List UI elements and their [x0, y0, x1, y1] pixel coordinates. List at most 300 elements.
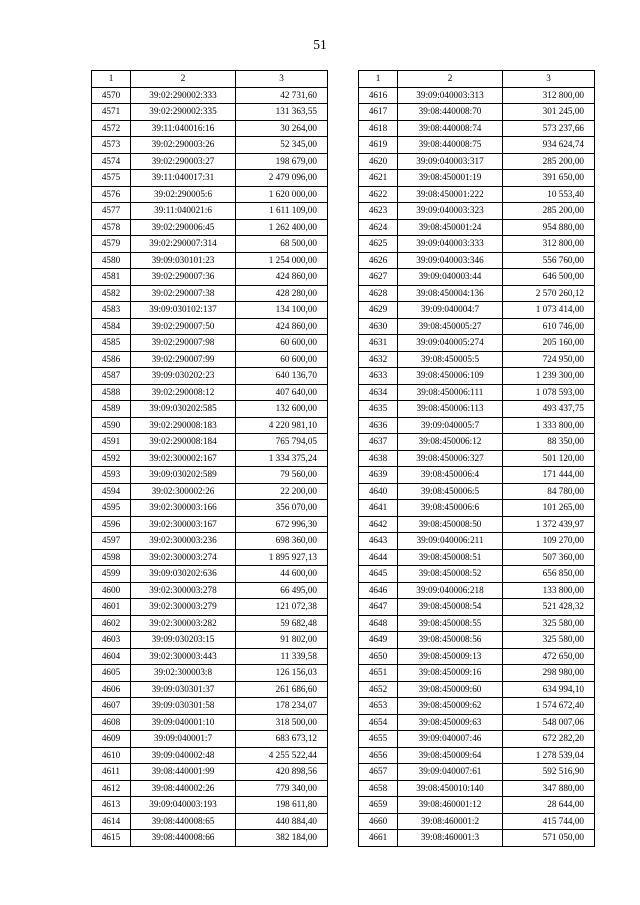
table-row	[359, 467, 595, 484]
page-number: 51	[313, 37, 327, 52]
row-number-cell: 4606	[92, 681, 131, 698]
value-cell: 22 200,00	[236, 483, 328, 500]
cadastral-number-cell: 39:09:040006:211	[398, 533, 503, 550]
row-number-cell: 4577	[92, 203, 131, 220]
cadastral-number-cell: 39:09:040004:7	[398, 302, 503, 319]
row-number-cell: 4619	[359, 137, 398, 154]
cadastral-number-cell: 39:09:040003:346	[398, 252, 503, 269]
cadastral-number-cell: 39:09:040001:10	[131, 714, 236, 731]
value-cell: 472 650,00	[503, 648, 595, 665]
cadastral-number-cell: 39:08:450006:5	[398, 483, 503, 500]
value-cell: 312 800,00	[503, 236, 595, 253]
cadastral-number-cell: 39:09:040007:61	[398, 764, 503, 781]
row-number-cell: 4640	[359, 483, 398, 500]
row-number-cell: 4588	[92, 384, 131, 401]
cadastral-number-cell: 39:09:030202:589	[131, 467, 236, 484]
table-row	[92, 566, 328, 583]
table-row	[359, 434, 595, 451]
row-number-cell: 4600	[92, 582, 131, 599]
value-cell: 672 282,20	[503, 731, 595, 748]
value-cell: 10 553,40	[503, 186, 595, 203]
value-cell: 301 245,00	[503, 104, 595, 121]
value-cell: 198 679,00	[236, 153, 328, 170]
cadastral-number-cell: 39:08:450006:113	[398, 401, 503, 418]
row-number-cell: 4605	[92, 665, 131, 682]
table-row	[359, 533, 595, 550]
value-cell: 698 360,00	[236, 533, 328, 550]
table-row	[92, 384, 328, 401]
row-number-cell: 4574	[92, 153, 131, 170]
row-number-cell: 4570	[92, 87, 131, 104]
row-number-cell: 4658	[359, 780, 398, 797]
row-number-cell: 4641	[359, 500, 398, 517]
header-cell-1: 1	[92, 71, 131, 88]
cadastral-number-cell: 39:08:440001:99	[131, 764, 236, 781]
value-cell: 428 280,00	[236, 285, 328, 302]
row-number-cell: 4613	[92, 797, 131, 814]
cadastral-number-cell: 39:09:040002:48	[131, 747, 236, 764]
value-cell: 1 620 000,00	[236, 186, 328, 203]
table-row	[92, 236, 328, 253]
row-number-cell: 4592	[92, 450, 131, 467]
cadastral-number-cell: 39:02:300002:167	[131, 450, 236, 467]
cadastral-number-cell: 39:09:040003:313	[398, 87, 503, 104]
value-cell: 420 898,56	[236, 764, 328, 781]
table-row	[92, 615, 328, 632]
row-number-cell: 4573	[92, 137, 131, 154]
table-row	[359, 698, 595, 715]
row-number-cell: 4587	[92, 368, 131, 385]
table-row	[359, 87, 595, 104]
row-number-cell: 4624	[359, 219, 398, 236]
table-row	[92, 483, 328, 500]
row-number-cell: 4610	[92, 747, 131, 764]
value-cell: 261 686,60	[236, 681, 328, 698]
table-row	[359, 714, 595, 731]
table-row	[92, 797, 328, 814]
row-number-cell: 4590	[92, 417, 131, 434]
table-row	[359, 780, 595, 797]
value-cell: 88 350,00	[503, 434, 595, 451]
row-number-cell: 4578	[92, 219, 131, 236]
value-cell: 68 500,00	[236, 236, 328, 253]
cadastral-number-cell: 39:08:450009:60	[398, 681, 503, 698]
value-cell: 1 239 300,00	[503, 368, 595, 385]
cadastral-number-cell: 39:09:040006:218	[398, 582, 503, 599]
table-row	[359, 516, 595, 533]
table-row	[92, 318, 328, 335]
cadastral-number-cell: 39:08:460001:3	[398, 830, 503, 847]
table-row	[359, 731, 595, 748]
table-row	[92, 120, 328, 137]
value-cell: 683 673,12	[236, 731, 328, 748]
cadastral-number-cell: 39:02:290007:38	[131, 285, 236, 302]
table-row	[359, 120, 595, 137]
table-row	[359, 104, 595, 121]
row-number-cell: 4621	[359, 170, 398, 187]
row-number-cell: 4651	[359, 665, 398, 682]
table-row	[359, 401, 595, 418]
value-cell: 11 339,58	[236, 648, 328, 665]
row-number-cell: 4646	[359, 582, 398, 599]
cadastral-number-cell: 39:02:290008:12	[131, 384, 236, 401]
cadastral-number-cell: 39:08:450006:111	[398, 384, 503, 401]
row-number-cell: 4591	[92, 434, 131, 451]
row-number-cell: 4576	[92, 186, 131, 203]
cadastral-number-cell: 39:02:290007:98	[131, 335, 236, 352]
row-number-cell: 4633	[359, 368, 398, 385]
table-row	[92, 516, 328, 533]
cadastral-number-cell: 39:09:040003:333	[398, 236, 503, 253]
value-cell: 507 360,00	[503, 549, 595, 566]
cadastral-number-cell: 39:09:030202:585	[131, 401, 236, 418]
table-row	[92, 467, 328, 484]
cadastral-number-cell: 39:08:450009:64	[398, 747, 503, 764]
value-cell: 171 444,00	[503, 467, 595, 484]
value-cell: 548 007,06	[503, 714, 595, 731]
cadastral-number-cell: 39:02:300003:8	[131, 665, 236, 682]
row-number-cell: 4659	[359, 797, 398, 814]
value-cell: 28 644,00	[503, 797, 595, 814]
row-number-cell: 4626	[359, 252, 398, 269]
table-row	[92, 417, 328, 434]
table-row	[92, 599, 328, 616]
table-row	[359, 632, 595, 649]
value-cell: 325 580,00	[503, 632, 595, 649]
value-cell: 318 500,00	[236, 714, 328, 731]
cadastral-number-cell: 39:11:040021:6	[131, 203, 236, 220]
cadastral-number-cell: 39:08:450008:51	[398, 549, 503, 566]
row-number-cell: 4631	[359, 335, 398, 352]
row-number-cell: 4599	[92, 566, 131, 583]
value-cell: 1 334 375,24	[236, 450, 328, 467]
value-cell: 325 580,00	[503, 615, 595, 632]
cadastral-number-cell: 39:08:450006:6	[398, 500, 503, 517]
cadastral-number-cell: 39:02:290003:27	[131, 153, 236, 170]
cadastral-number-cell: 39:09:030101:23	[131, 252, 236, 269]
cadastral-number-cell: 39:08:440008:70	[398, 104, 503, 121]
value-cell: 44 600,00	[236, 566, 328, 583]
value-cell: 1 333 800,00	[503, 417, 595, 434]
row-number-cell: 4654	[359, 714, 398, 731]
cadastral-number-cell: 39:02:290008:183	[131, 417, 236, 434]
row-number-cell: 4572	[92, 120, 131, 137]
cadastral-number-cell: 39:09:040005:7	[398, 417, 503, 434]
header-cell-3: 3	[236, 71, 328, 88]
table-row	[92, 203, 328, 220]
row-number-cell: 4575	[92, 170, 131, 187]
row-number-cell: 4585	[92, 335, 131, 352]
value-cell: 132 600,00	[236, 401, 328, 418]
table-row	[359, 186, 595, 203]
value-cell: 205 160,00	[503, 335, 595, 352]
table-row	[359, 384, 595, 401]
value-cell: 779 340,00	[236, 780, 328, 797]
row-number-cell: 4652	[359, 681, 398, 698]
row-number-cell: 4602	[92, 615, 131, 632]
value-cell: 4 220 981,10	[236, 417, 328, 434]
cadastral-number-cell: 39:08:450008:52	[398, 566, 503, 583]
cadastral-number-cell: 39:08:450006:327	[398, 450, 503, 467]
value-cell: 133 800,00	[503, 582, 595, 599]
value-cell: 610 746,00	[503, 318, 595, 335]
row-number-cell: 4594	[92, 483, 131, 500]
row-number-cell: 4638	[359, 450, 398, 467]
header-cell-3: 3	[503, 71, 595, 88]
value-cell: 126 156,03	[236, 665, 328, 682]
table-row	[359, 302, 595, 319]
value-cell: 424 860,00	[236, 318, 328, 335]
value-cell: 1 078 593,00	[503, 384, 595, 401]
table-row	[359, 269, 595, 286]
value-cell: 592 516,90	[503, 764, 595, 781]
cadastral-number-cell: 39:08:450001:222	[398, 186, 503, 203]
table-row	[92, 714, 328, 731]
table-row	[359, 813, 595, 830]
table-row	[359, 764, 595, 781]
value-cell: 640 136,70	[236, 368, 328, 385]
cadastral-number-cell: 39:08:450009:63	[398, 714, 503, 731]
table-row	[92, 285, 328, 302]
cadastral-number-cell: 39:02:300003:282	[131, 615, 236, 632]
value-cell: 59 682,48	[236, 615, 328, 632]
table-row	[359, 681, 595, 698]
value-cell: 765 794,05	[236, 434, 328, 451]
row-number-cell: 4630	[359, 318, 398, 335]
value-cell: 501 120,00	[503, 450, 595, 467]
value-cell: 131 363,55	[236, 104, 328, 121]
table-row	[359, 615, 595, 632]
cadastral-number-cell: 39:08:450008:56	[398, 632, 503, 649]
table-row	[92, 335, 328, 352]
value-cell: 672 996,30	[236, 516, 328, 533]
value-cell: 634 994,10	[503, 681, 595, 698]
row-number-cell: 4597	[92, 533, 131, 550]
table-row	[359, 747, 595, 764]
value-cell: 573 237,66	[503, 120, 595, 137]
cadastral-number-cell: 39:08:450006:4	[398, 467, 503, 484]
row-number-cell: 4645	[359, 566, 398, 583]
row-number-cell: 4653	[359, 698, 398, 715]
value-cell: 198 611,80	[236, 797, 328, 814]
cadastral-number-cell: 39:08:450009:62	[398, 698, 503, 715]
cadastral-number-cell: 39:09:040003:44	[398, 269, 503, 286]
value-cell: 1 073 414,00	[503, 302, 595, 319]
row-number-cell: 4656	[359, 747, 398, 764]
value-cell: 312 800,00	[503, 87, 595, 104]
row-number-cell: 4580	[92, 252, 131, 269]
data-table-right	[358, 70, 595, 847]
value-cell: 493 437,75	[503, 401, 595, 418]
value-cell: 440 884,40	[236, 813, 328, 830]
table-row	[359, 318, 595, 335]
value-cell: 1 611 109,00	[236, 203, 328, 220]
table-row	[359, 665, 595, 682]
cadastral-number-cell: 39:09:040003:323	[398, 203, 503, 220]
row-number-cell: 4623	[359, 203, 398, 220]
table-row	[92, 137, 328, 154]
row-number-cell: 4622	[359, 186, 398, 203]
row-number-cell: 4655	[359, 731, 398, 748]
value-cell: 30 264,00	[236, 120, 328, 137]
cadastral-number-cell: 39:09:030203:15	[131, 632, 236, 649]
row-number-cell: 4642	[359, 516, 398, 533]
table-row	[359, 450, 595, 467]
cadastral-number-cell: 39:08:450005:5	[398, 351, 503, 368]
table-row	[359, 500, 595, 517]
row-number-cell: 4635	[359, 401, 398, 418]
table-row	[92, 269, 328, 286]
table-row	[92, 219, 328, 236]
header-row	[92, 71, 328, 88]
cadastral-number-cell: 39:08:450008:54	[398, 599, 503, 616]
value-cell: 4 255 522,44	[236, 747, 328, 764]
table-row	[359, 335, 595, 352]
table-row	[92, 302, 328, 319]
cadastral-number-cell: 39:02:290007:99	[131, 351, 236, 368]
table-row	[359, 566, 595, 583]
row-number-cell: 4660	[359, 813, 398, 830]
table-row	[92, 401, 328, 418]
cadastral-number-cell: 39:09:030301:58	[131, 698, 236, 715]
cadastral-number-cell: 39:08:460001:2	[398, 813, 503, 830]
value-cell: 1 278 539,04	[503, 747, 595, 764]
value-cell: 347 880,00	[503, 780, 595, 797]
table-row	[359, 203, 595, 220]
cadastral-number-cell: 39:09:040003:193	[131, 797, 236, 814]
row-number-cell: 4649	[359, 632, 398, 649]
value-cell: 79 560,00	[236, 467, 328, 484]
cadastral-number-cell: 39:09:030202:636	[131, 566, 236, 583]
value-cell: 424 860,00	[236, 269, 328, 286]
row-number-cell: 4601	[92, 599, 131, 616]
row-number-cell: 4586	[92, 351, 131, 368]
table-row	[359, 483, 595, 500]
table-row	[92, 500, 328, 517]
cadastral-number-cell: 39:08:450006:109	[398, 368, 503, 385]
table-row	[359, 549, 595, 566]
cadastral-number-cell: 39:11:040016:16	[131, 120, 236, 137]
table-row	[92, 186, 328, 203]
row-number-cell: 4618	[359, 120, 398, 137]
table-row	[92, 698, 328, 715]
value-cell: 407 640,00	[236, 384, 328, 401]
row-number-cell: 4589	[92, 401, 131, 418]
row-number-cell: 4625	[359, 236, 398, 253]
table-row	[359, 830, 595, 847]
row-number-cell: 4598	[92, 549, 131, 566]
table-row	[92, 582, 328, 599]
table-row	[92, 368, 328, 385]
table-row	[92, 681, 328, 698]
cadastral-number-cell: 39:08:450009:13	[398, 648, 503, 665]
table-row	[92, 153, 328, 170]
value-cell: 60 600,00	[236, 351, 328, 368]
cadastral-number-cell: 39:02:290002:333	[131, 87, 236, 104]
header-cell-1: 1	[359, 71, 398, 88]
cadastral-number-cell: 39:09:040003:317	[398, 153, 503, 170]
value-cell: 285 200,00	[503, 153, 595, 170]
row-number-cell: 4604	[92, 648, 131, 665]
value-cell: 91 802,00	[236, 632, 328, 649]
row-number-cell: 4582	[92, 285, 131, 302]
cadastral-number-cell: 39:02:290007:36	[131, 269, 236, 286]
value-cell: 571 050,00	[503, 830, 595, 847]
row-number-cell: 4657	[359, 764, 398, 781]
row-number-cell: 4596	[92, 516, 131, 533]
table-row	[92, 450, 328, 467]
value-cell: 42 731,60	[236, 87, 328, 104]
row-number-cell: 4647	[359, 599, 398, 616]
row-number-cell: 4629	[359, 302, 398, 319]
row-number-cell: 4620	[359, 153, 398, 170]
value-cell: 134 100,00	[236, 302, 328, 319]
table-row	[92, 648, 328, 665]
cadastral-number-cell: 39:08:450005:27	[398, 318, 503, 335]
value-cell: 1 262 400,00	[236, 219, 328, 236]
row-number-cell: 4571	[92, 104, 131, 121]
row-number-cell: 4636	[359, 417, 398, 434]
table-row	[92, 351, 328, 368]
value-cell: 646 500,00	[503, 269, 595, 286]
cadastral-number-cell: 39:09:030202:23	[131, 368, 236, 385]
cadastral-number-cell: 39:08:450004:136	[398, 285, 503, 302]
table-row	[359, 236, 595, 253]
cadastral-number-cell: 39:08:450008:55	[398, 615, 503, 632]
table-row	[359, 797, 595, 814]
value-cell: 2 479 096,00	[236, 170, 328, 187]
cadastral-number-cell: 39:02:300003:166	[131, 500, 236, 517]
value-cell: 52 345,00	[236, 137, 328, 154]
header-row	[359, 71, 595, 88]
row-number-cell: 4595	[92, 500, 131, 517]
table-row	[92, 830, 328, 847]
cadastral-number-cell: 39:02:290007:314	[131, 236, 236, 253]
value-cell: 121 072,38	[236, 599, 328, 616]
cadastral-number-cell: 39:08:450006:12	[398, 434, 503, 451]
value-cell: 2 570 260,12	[503, 285, 595, 302]
cadastral-number-cell: 39:02:290007:50	[131, 318, 236, 335]
cadastral-number-cell: 39:02:300003:278	[131, 582, 236, 599]
table-row	[92, 533, 328, 550]
row-number-cell: 4593	[92, 467, 131, 484]
cadastral-number-cell: 39:08:440008:74	[398, 120, 503, 137]
table-row	[359, 153, 595, 170]
header-cell-2: 2	[398, 71, 503, 88]
row-number-cell: 4644	[359, 549, 398, 566]
table-row	[92, 665, 328, 682]
table-row	[359, 285, 595, 302]
row-number-cell: 4617	[359, 104, 398, 121]
row-number-cell: 4627	[359, 269, 398, 286]
value-cell: 382 184,00	[236, 830, 328, 847]
header-cell-2: 2	[131, 71, 236, 88]
table-row	[359, 219, 595, 236]
table-row	[92, 252, 328, 269]
value-cell: 1 372 439,97	[503, 516, 595, 533]
value-cell: 356 070,00	[236, 500, 328, 517]
value-cell: 415 744,00	[503, 813, 595, 830]
table-row	[359, 368, 595, 385]
cadastral-number-cell: 39:02:290005:6	[131, 186, 236, 203]
row-number-cell: 4584	[92, 318, 131, 335]
cadastral-number-cell: 39:08:440008:75	[398, 137, 503, 154]
row-number-cell: 4611	[92, 764, 131, 781]
table-row	[92, 549, 328, 566]
cadastral-number-cell: 39:08:450001:19	[398, 170, 503, 187]
table-row	[359, 170, 595, 187]
row-number-cell: 4648	[359, 615, 398, 632]
